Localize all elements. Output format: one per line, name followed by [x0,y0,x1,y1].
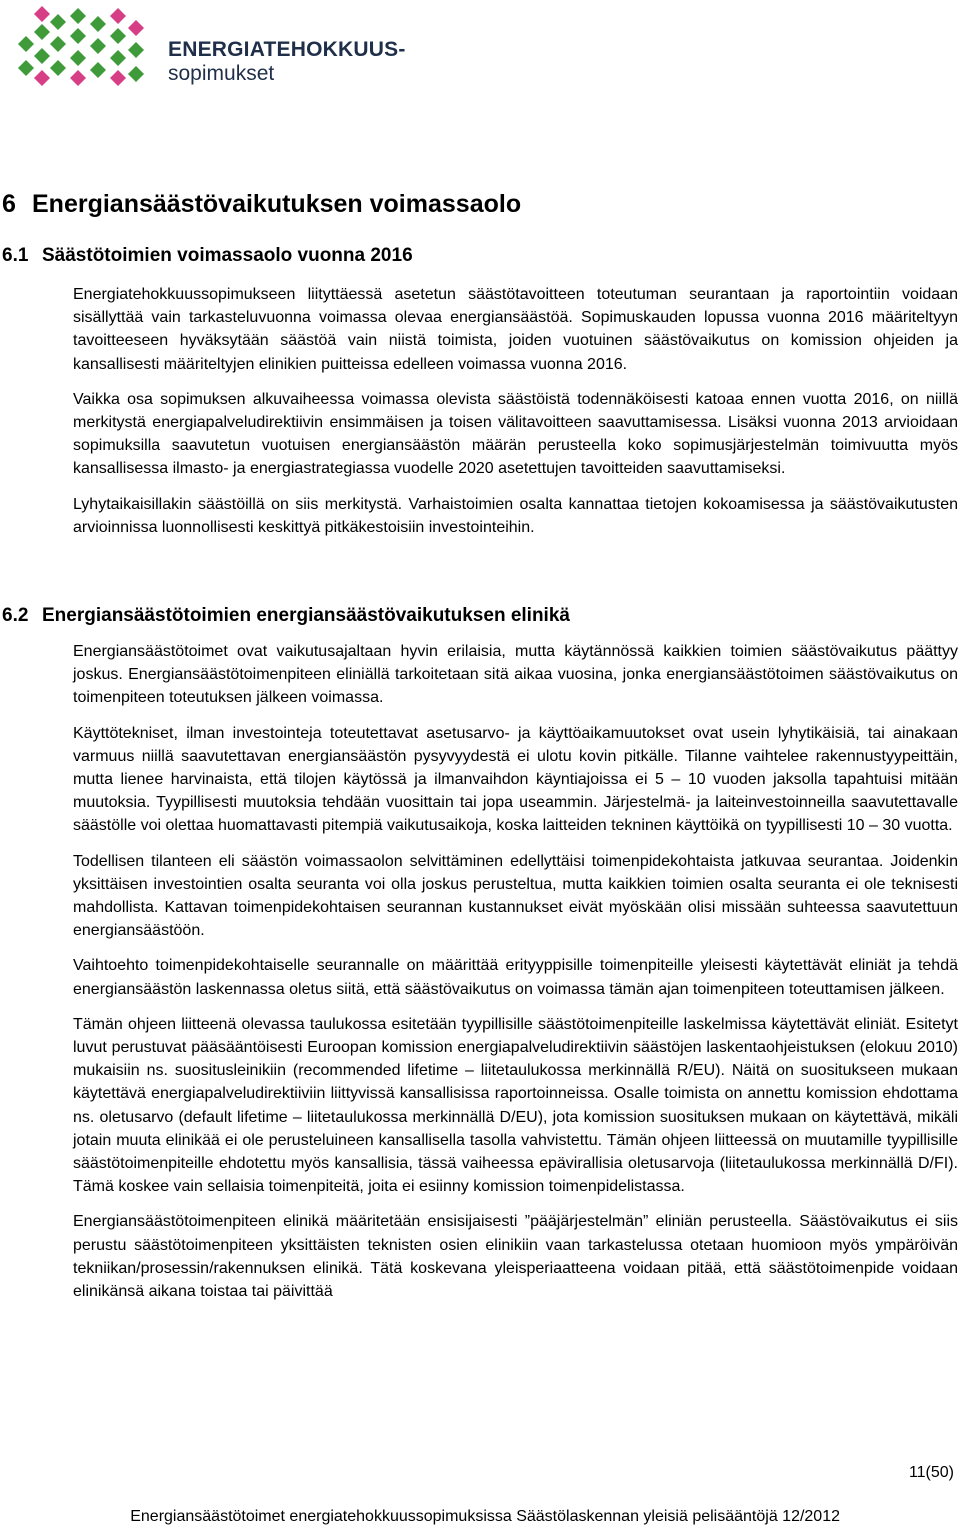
paragraph: Energiansäästötoimet ovat vaikutusajaltaan hyvin erilaisia, mutta käytännössä kaikkien toimien säästövaikutus päättyy joskus. Energiansäästötoimenpiteen eliniällä tarkoitetaan sitä aikaa vuosina, jonka energiansäästötoimen säästövaikutus on toimenpiteen toteutuksen jälkeen voimassa. [73,643,958,707]
paragraph: Energiansäästötoimenpiteen elinikä määritetään ensisijaisesti ”pääjärjestelmän” eliniän perusteella. Säästövaikutus ei siis perustu säästötoimenpiteen yksittäisten teknisten osien elinikiin vaan tarkastelussa otetaan huomioon myös ympäröivän tekniikan/prosessin/rakennuksen elinikä. Tätä koskevana yleisperiaatteena voidaan pitää, että säästötoimenpide voidaan elinikänsä aikana toistaa tai päivittää [73,1213,958,1301]
paragraph: Todellisen tilanteen eli säästön voimassaolon selvittäminen edellyttäisi toimenpidekohtaista jatkuvaa seurantaa. Joidenkin yksittäisen investointien osalta seuranta voi olla joskus perusteltua, mutta kaikkien toimien osalta seuranta ei ole teknisesti mahdollista. Kattavan toimenpidekohtaisen seurannan kustannukset eivät myöskään olisi missään suhteessa saavutettuun energiansäästöön. [73,852,958,940]
paragraph: Lyhytaikaisillakin säästöillä on siis merkitystä. Varhaistoimien osalta kannattaa tietojen kokoamisessa ja säästövaikutusten arvioinnissa luonnollisesti keskittyä pitkäkestoisiin investointeihin. [73,495,958,536]
section-6-1-body [73,283,958,551]
energiatehokkuussopimukset-logo [8,4,408,86]
logo-mark-icon [8,4,158,86]
paragraph: Vaikka osa sopimuksen alkuvaiheessa voimassa olevista säästöistä todennäköisesti katoaa ennen vuotta 2016, on niillä merkitystä energiapalveludirektiivin ensimmäisen ja toisen välitavoitteen saavuttamisessa. Lisäksi vuonna 2013 arvioidaan sopimuksilla saavutetun vuotuisen energiansäästön määrän perusteella koko sopimusjärjestelmän toimivuutta myös kansallisessa ilmasto- ja energiastrategiassa vuodelle 2020 asetettujen tavoitteiden saavuttamiseksi. [73,390,958,478]
section-6-2-body [73,640,958,1315]
paragraph: Vaihtoehto toimenpidekohtaiselle seurannalle on määrittää erityyppisille toimenpiteille yleisesti käytettävät eliniät ja tehdä energiansäästön laskennassa oletus siitä, että säästövaikutus on voimassa tämän ajan toimenpiteen toteuttamisen jälkeen. [73,957,958,998]
paragraph: Käyttötekniset, ilman investointeja toteutettavat asetusarvo- ja käyttöaikamuutokset ovat usein lyhytikäisiä, tai ainakaan varmuus niillä saavutettavan energiansäästön pysyvyydestä ei ulotu kovin pitkälle. Tilanne vaihtelee rakennustyypeittäin, mutta lienee harvinaista, että tilojen käytössä ja ilmanvaihdon käyntiajoissa ei 5 – 10 vuoden jaksolla tapahtuisi mitään muutoksia. Tyypillisesti muutoksia tehdään vuosittain tai jopa useammin. Järjestelmä- ja laiteinvestoinneilla saavutettavalle säästölle voi olettaa huomattavasti pitempiä vaikutusaikoja, koska laitteiden tekninen käyttöikä on tyypillisesti 10 – 30 vuotta. [73,724,958,835]
section-title: Energiansäästötoimien energiansäästövaikutuksen elinikä [42,605,570,626]
page-footer: Energiansäästötoimet energiatehokkuussopimuksissa Säästölaskennan yleisiä pelisääntöjä 12/2012 [130,1508,840,1525]
section-number: 6.2 [2,605,29,626]
chapter-title: Energiansäästövaikutuksen voimassaolo [32,190,522,218]
page-number: 11(50) [908,1464,954,1481]
section-heading-6-1 [2,245,413,267]
logo-text-line2: sopimukset [168,62,275,85]
chapter-heading [2,190,521,219]
section-title: Säästötoimien voimassaolo vuonna 2016 [42,245,413,266]
section-heading-6-2 [2,605,570,627]
paragraph: Energiatehokkuussopimukseen liityttäessä asetetun säästötavoitteen toteutuman seurantaan ja raportointiin voidaan sisällyttää vain tarkasteluvuonna voimassa olevaa energiansäästöä. Sopimuskauden lopussa vuonna 2016 määriteltyyn tavoitteeseen hyväksytään säästöä vain niistä toimista, joiden vuotuinen säästövaikutus on komission ohjeiden ja kansallisesti määriteltyjen elinikien puitteissa edelleen voimassa vuonna 2016. [73,286,958,373]
section-number: 6.1 [2,245,29,266]
logo-text-line1: ENERGIATEHOKKUUS- [168,38,406,61]
chapter-number: 6 [2,190,16,218]
paragraph: Tämän ohjeen liitteenä olevassa taulukossa esitetään tyypillisille säästötoimenpiteille laskelmissa käytettävät eliniät. Esitetyt luvut perustuvat pääsääntöisesti Euroopan komission energiapalveludirektiivin säästöjen laskentaohjeistuksen (elokuu 2010) mukaisiin ns. suositusleinikiin (recommended lifetime – liitetaulukossa merkinnällä R/EU). Näitä on suositukseen mukaan käytettävä energiapalveludirektiiviin liittyvissä kansallisissa raportoinneissa. Osalle toimista on annettu komission ehdottama ns. oletusarvo (default lifetime – liitetaulukossa merkinnällä D/EU), jota komission suosituksen mukaan on käytettävä, mikäli jotain muuta elinikää ei ole perusteluineen kansallisella tasolla vahvistettu. Tämän ohjeen liitteessä on muutamille tyypillisille säästötoimenpiteille ehdotettu myös kansallisia, tässä vaiheessa epävirallisia oletusarvoja (liitetaulukossa merkinnällä D/FI). Tämä koskee vain sellaisia toimenpiteitä, joita ei esiinny komission toimenpidelistassa. [73,1015,958,1196]
